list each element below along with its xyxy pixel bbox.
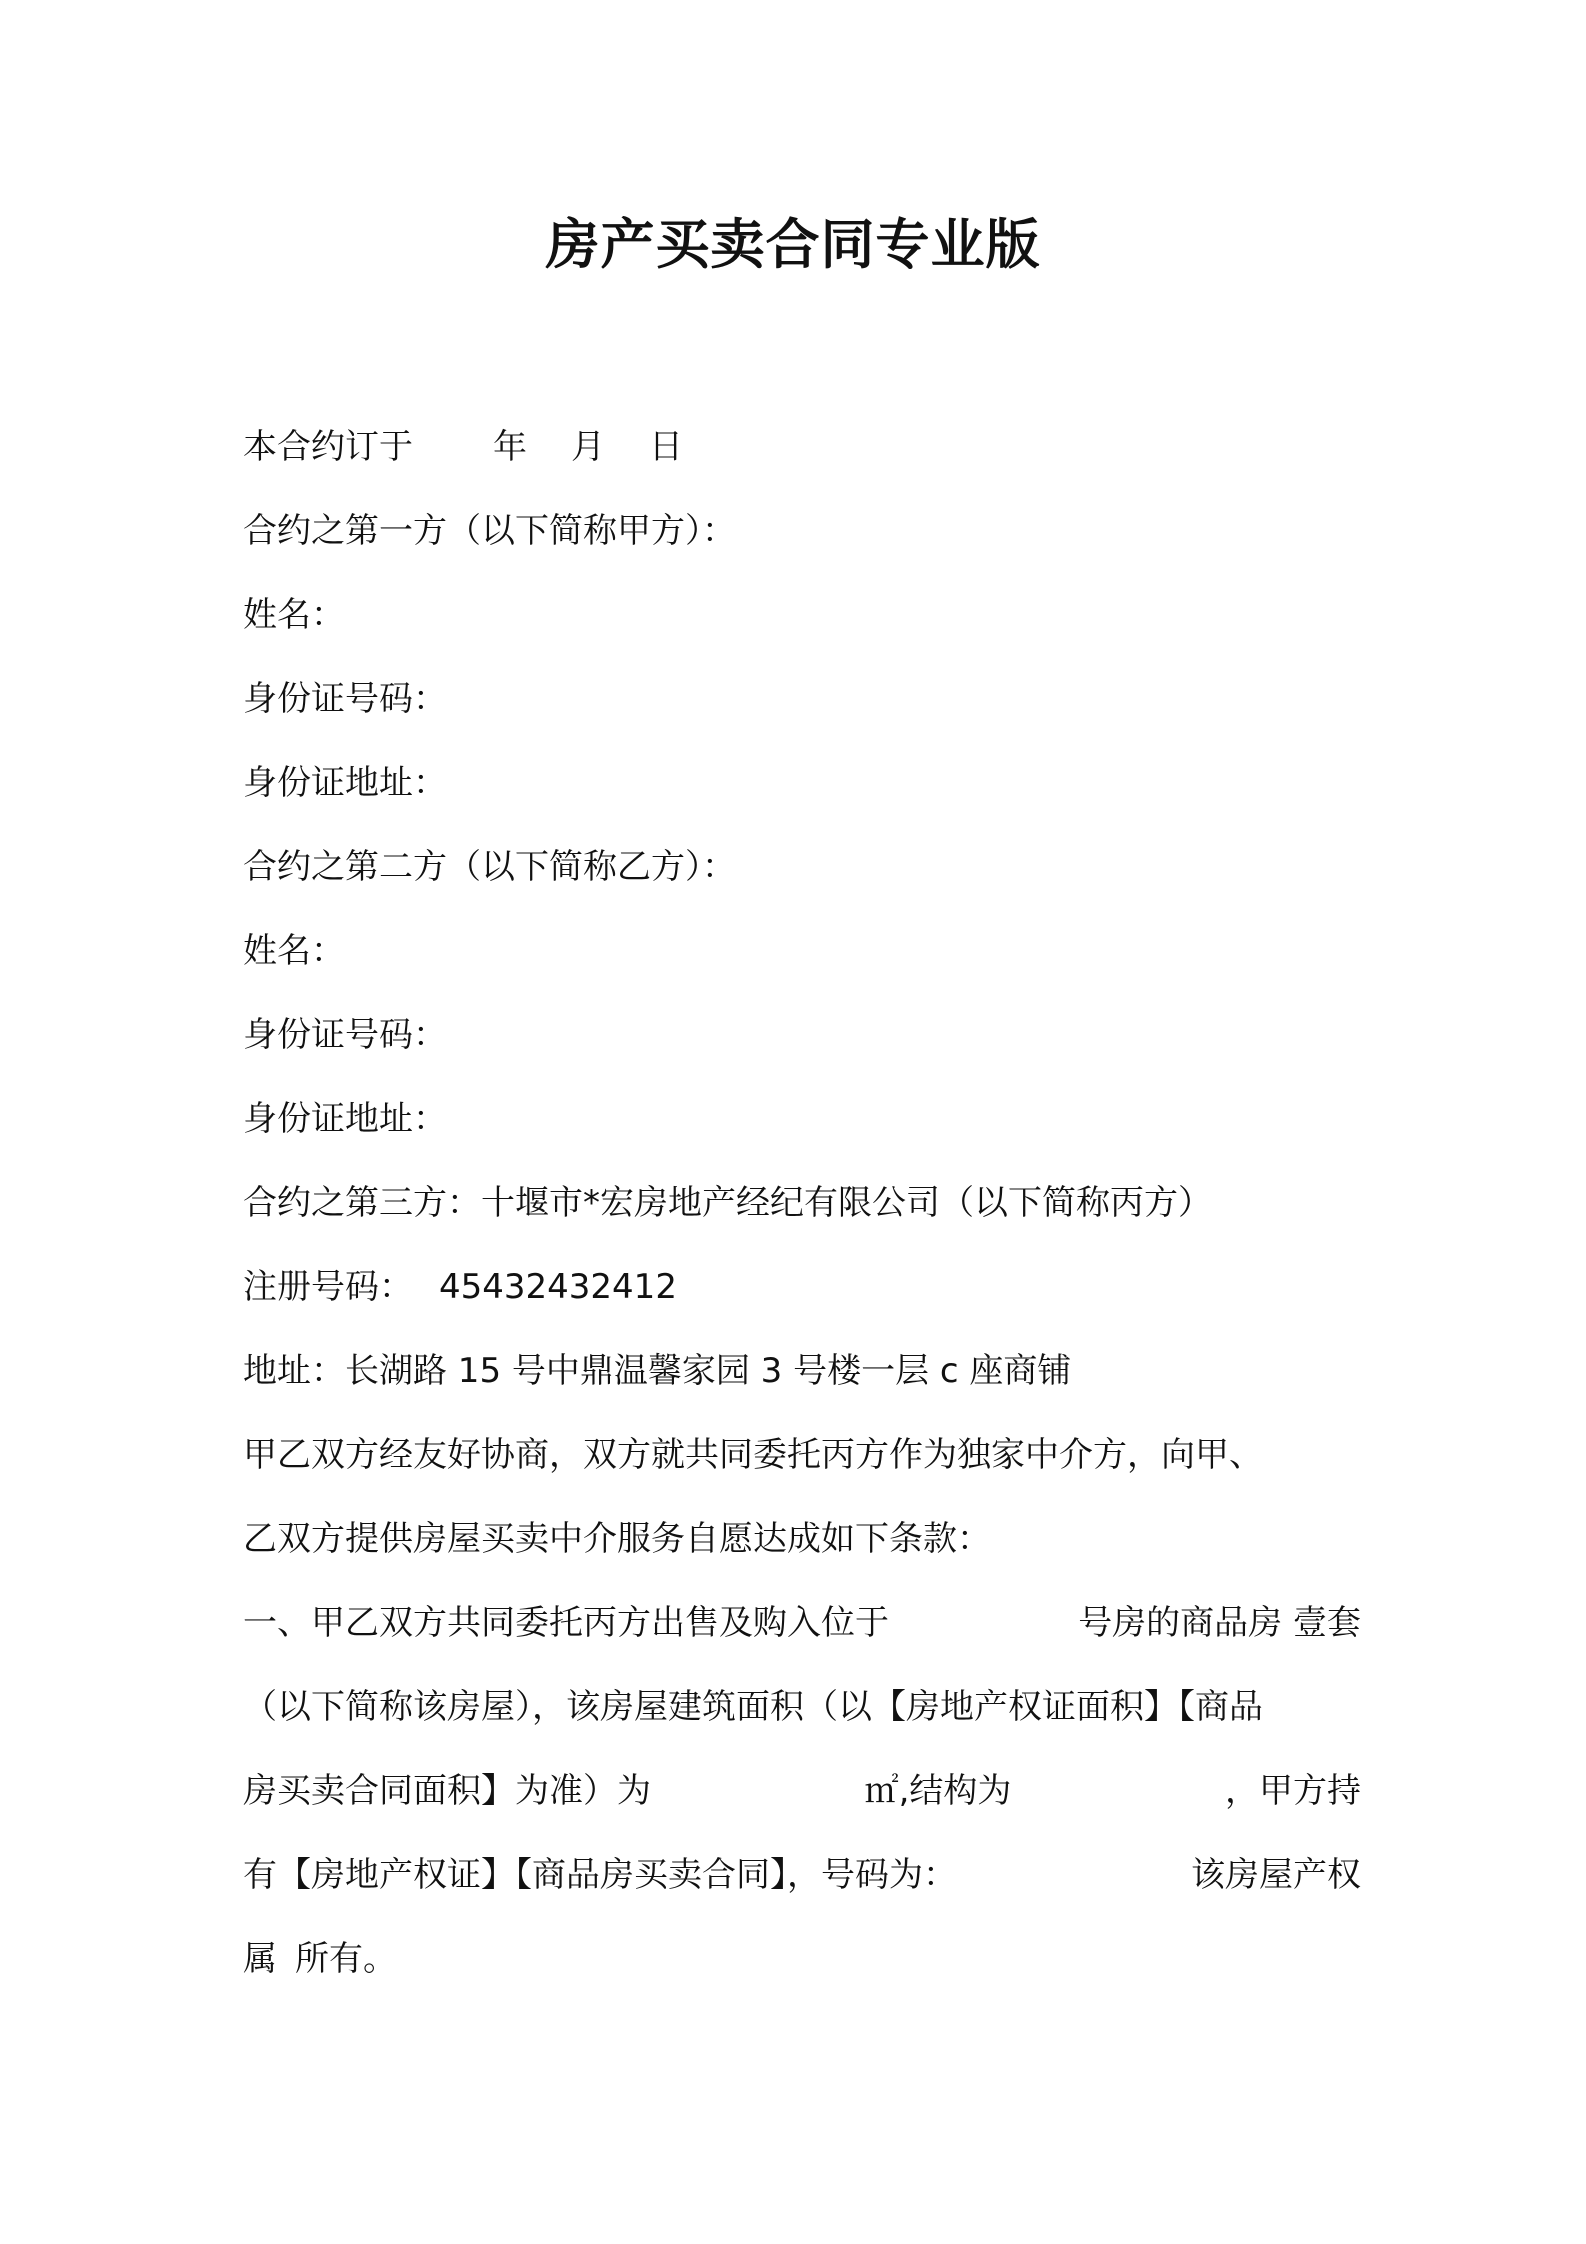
clause1-location-text: 一、甲乙双方共同委托丙方出售及购入位于 [243, 1603, 889, 1643]
clause1-ownership-text: 该房屋产权 [1191, 1855, 1361, 1895]
clause1-certificate-text: 有【房地产权证】【商品房买卖合同】，号码为： [243, 1855, 957, 1895]
registration-number: 45432432412 [439, 1267, 677, 1307]
clause1-line-5 [243, 1917, 1361, 2001]
party-a-id-address-label: 身份证地址： [243, 763, 447, 803]
intro-line-1: 甲乙双方经友好协商，双方就共同委托丙方作为独家中介方，向甲、 [243, 1435, 1263, 1475]
registration-label: 注册号码： [243, 1267, 413, 1307]
clause1-line-2: （以下简称该房屋），该房屋建筑面积（以【房地产权证面积】【商品 [243, 1687, 1263, 1727]
clause1-line-3 [243, 1749, 1361, 1833]
clause1-line-4 [243, 1833, 1361, 1917]
date-prefix: 本合约订于 [243, 427, 413, 467]
date-month: 月 [571, 427, 605, 467]
party-b-id-number-label: 身份证号码： [243, 1015, 447, 1055]
clause1-owner-text: 所有。 [295, 1939, 397, 1979]
clause1-holder-text: ，甲方持 [1225, 1771, 1361, 1811]
contract-body [243, 405, 1361, 2001]
date-line [243, 405, 1361, 489]
party-c-registration [243, 1245, 1361, 1329]
party-a-heading: 合约之第一方（以下简称甲方）： [243, 511, 736, 551]
clause1-belongs-text: 属 [243, 1939, 277, 1979]
party-c-address: 地址：长湖路 15 号中鼎温馨家园 3 号楼一层 c 座商铺 [243, 1351, 1072, 1391]
clause1-line-1 [243, 1581, 1361, 1665]
date-day: 日 [649, 427, 683, 467]
party-c-heading: 合约之第三方：十堰市*宏房地产经纪有限公司（以下简称丙方） [243, 1183, 1212, 1223]
clause1-property-text: 号房的商品房 壹套 [1078, 1603, 1361, 1643]
party-b-heading: 合约之第二方（以下简称乙方）： [243, 847, 736, 887]
intro-line-2: 乙双方提供房屋买卖中介服务自愿达成如下条款： [243, 1519, 991, 1559]
party-b-name-label: 姓名： [243, 931, 345, 971]
date-year: 年 [493, 427, 527, 467]
clause1-area-text: 房买卖合同面积】为准）为 [243, 1771, 651, 1811]
party-b-id-address-label: 身份证地址： [243, 1099, 447, 1139]
party-a-name-label: 姓名： [243, 595, 345, 635]
document-title: 房产买卖合同专业版 [545, 213, 1041, 276]
clause1-structure-text: ㎡,结构为 [864, 1771, 1012, 1811]
party-a-id-number-label: 身份证号码： [243, 679, 447, 719]
